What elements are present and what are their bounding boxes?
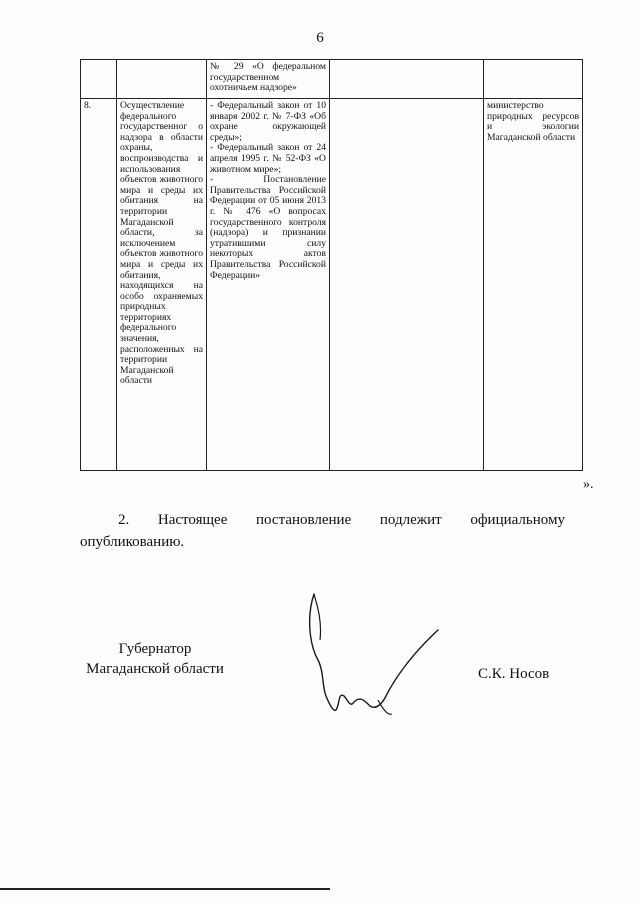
governor-title	[70, 639, 240, 679]
handwritten-signature	[300, 588, 450, 728]
governor-title-line-1: Губернатор	[118, 641, 192, 657]
row-number-cell	[81, 60, 117, 99]
paragraph-line-2: опубликованию.	[80, 534, 185, 550]
activity-cell	[117, 60, 207, 99]
activity-cell: Осуществление федерального государственног о надзора в области охраны, воспроизводства и использования объектов животного мира и среды их обитания на территории Магаданской области, за исключением объектов животного мира и среды их обитания, находящихся на особо охраняемых природных территориях федерального значения, расположенных на территории Магаданской области	[117, 99, 207, 471]
governor-name: С.К. Носов	[478, 666, 550, 682]
row-number-cell: 8.	[81, 99, 117, 471]
table-row	[81, 60, 583, 99]
publication-paragraph	[80, 509, 565, 553]
governor-title-line-2: Магаданской области	[86, 661, 224, 677]
regulation-table	[80, 59, 583, 471]
empty-cell	[330, 99, 484, 471]
paragraph-line-1: 2. Настоящее постановление подлежит официальному	[118, 512, 565, 528]
authority-cell	[484, 60, 583, 99]
footer-rule	[0, 888, 330, 890]
page-number: 6	[316, 30, 324, 46]
table-row	[81, 99, 583, 471]
empty-cell	[330, 60, 484, 99]
closing-quote: ».	[583, 477, 594, 492]
authority-cell: министерство природных ресурсов и экологии Магаданской области	[484, 99, 583, 471]
law-cell: - Федеральный закон от 10 января 2002 г. № 7-ФЗ «Об охране окружающей среды»; - Федеральный закон от 24 апреля 1995 г. № 52-ФЗ «О животном мире»; - Постановление Правительства Российской Федерации от 05 июня 2013 г. № 476 «О вопросах государственного контроля (надзора) и признании утратившими силу некоторых актов Правительства Российской Федерации»	[207, 99, 330, 471]
law-cell: № 29 «О федеральном государственном охотничьем надзоре»	[207, 60, 330, 99]
